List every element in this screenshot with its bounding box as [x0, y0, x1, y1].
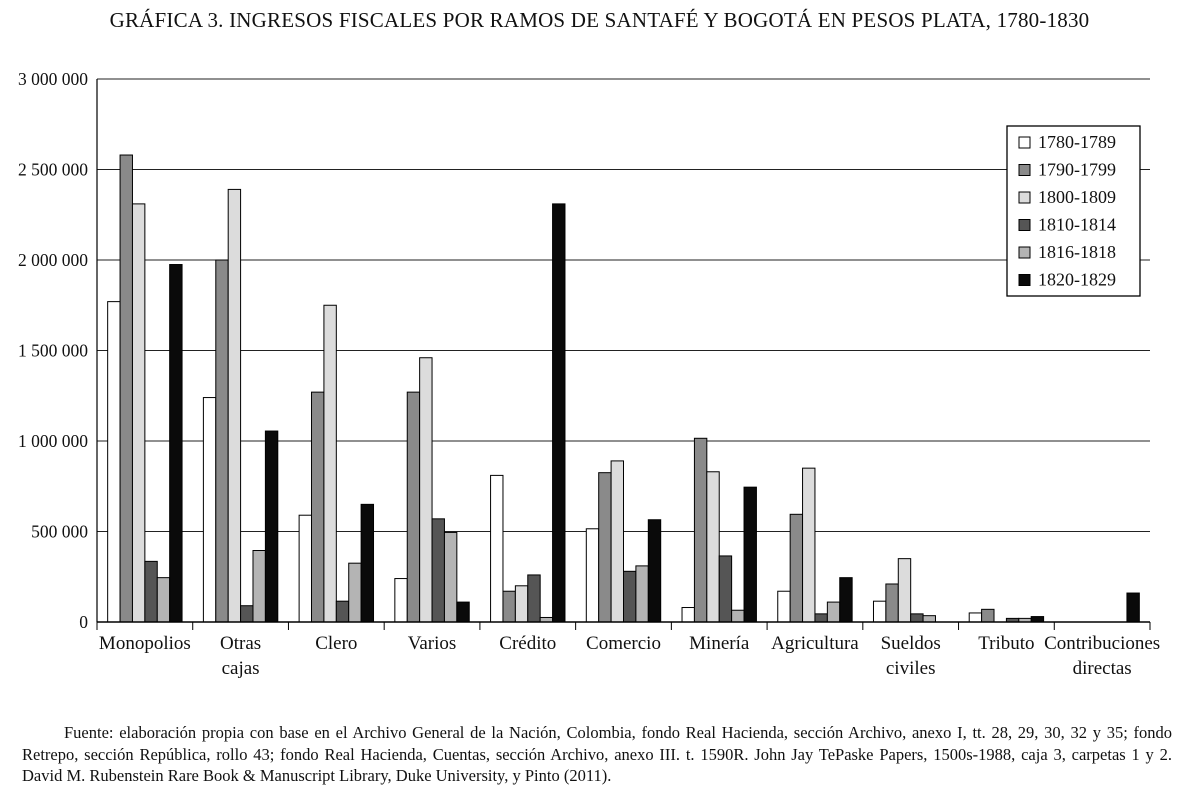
bar-1820-1829	[265, 431, 277, 622]
bars	[108, 155, 1140, 622]
legend-swatch	[1019, 165, 1030, 176]
category-label: Varios	[407, 633, 457, 654]
legend-label: 1790-1799	[1038, 159, 1116, 180]
bar-1790-1799	[216, 260, 228, 622]
bar-1820-1829	[1127, 593, 1139, 622]
y-tick-label: 500 000	[31, 521, 88, 542]
bar-1816-1818	[827, 602, 839, 622]
bar-1820-1829	[648, 520, 660, 622]
category-label: cajas	[221, 658, 260, 679]
y-tick-label: 0	[79, 612, 88, 632]
y-tick-label: 3 000 000	[18, 69, 88, 89]
category-label: Agricultura	[771, 633, 859, 654]
bar-1810-1814	[145, 561, 157, 622]
bar-1800-1809	[132, 204, 144, 622]
bar-1820-1829	[170, 265, 182, 622]
legend-label: 1800-1809	[1038, 187, 1116, 207]
bar-1810-1814	[815, 614, 827, 622]
bar-1780-1789	[395, 579, 407, 622]
source-note: Fuente: elaboración propia con base en el Archivo General de la Nación, Colombia, fondo Real Hacienda, sección Archivo, anexo I, tt. 28, 29, 30, 32 y 35; fondo Retrepo, sección República, rollo 43; fondo Real Hacienda, Cuentas, sección Archivo, anexo III. t. 1590R. John Jay TePaske Papers, 1500s-1988, caja 3, carpetas 1 y 2. David M. Rubenstein Rare Book & Manuscript Library, Duke University, y Pinto (2011).	[22, 723, 1172, 785]
bar-1780-1789	[778, 591, 790, 622]
category-label: Tributo	[978, 633, 1035, 654]
bar-1820-1829	[840, 578, 852, 622]
bar-1780-1789	[491, 475, 503, 622]
bar-1810-1814	[336, 601, 348, 622]
bar-1816-1818	[732, 610, 744, 622]
bar-1790-1799	[694, 438, 706, 622]
bar-1810-1814	[432, 519, 444, 622]
y-tick-label: 1 000 000	[18, 431, 88, 451]
bar-1810-1814	[241, 606, 253, 622]
chart-title: GRÁFICA 3. INGRESOS FISCALES POR RAMOS DE SANTAFÉ Y BOGOTÁ EN PESOS PLATA, 1780-1830	[109, 8, 1090, 32]
bar-1800-1809	[515, 586, 527, 622]
bar-1820-1829	[1031, 617, 1043, 622]
category-label: Comercio	[586, 633, 661, 654]
bar-1780-1789	[873, 601, 885, 622]
y-tick-label: 2 000 000	[18, 250, 88, 270]
legend-swatch	[1019, 275, 1030, 286]
bar-1780-1789	[203, 398, 215, 622]
bar-1816-1818	[923, 616, 935, 622]
bar-1790-1799	[503, 591, 515, 622]
bar-1790-1799	[312, 392, 324, 622]
category-label: directas	[1072, 658, 1132, 679]
y-tick-label: 1 500 000	[18, 340, 88, 361]
bar-1780-1789	[586, 529, 598, 622]
legend-swatch	[1019, 137, 1030, 148]
bar-1820-1829	[457, 602, 469, 622]
y-tick-label: 2 500 000	[18, 159, 88, 180]
bar-1800-1809	[803, 468, 815, 622]
bar-1816-1818	[636, 566, 648, 622]
bar-1790-1799	[407, 392, 419, 622]
legend-label: 1816-1818	[1038, 242, 1116, 262]
category-label: civiles	[885, 658, 936, 679]
legend-swatch	[1019, 247, 1030, 258]
legend-label: 1780-1789	[1038, 132, 1116, 152]
bar-1816-1818	[444, 532, 456, 622]
bar-1810-1814	[528, 575, 540, 622]
legend	[1007, 126, 1140, 296]
bar-1800-1809	[324, 305, 336, 622]
bar-1790-1799	[120, 155, 132, 622]
bar-1800-1809	[898, 559, 910, 622]
category-label: Monopolios	[98, 633, 191, 654]
category-label: Clero	[315, 633, 358, 654]
x-axis-labels	[99, 633, 1160, 679]
bar-1816-1818	[349, 563, 361, 622]
category-label: Crédito	[499, 633, 557, 654]
bar-1780-1789	[682, 608, 694, 622]
bar-1810-1814	[719, 556, 731, 622]
legend-swatch	[1019, 192, 1030, 203]
bar-1816-1818	[157, 578, 169, 622]
legend-label: 1820-1829	[1038, 269, 1116, 290]
bar-1790-1799	[886, 584, 898, 622]
bar-1780-1789	[299, 515, 311, 622]
y-axis-ticks	[18, 69, 88, 632]
bar-1800-1809	[420, 358, 432, 622]
category-label: Otras	[220, 633, 262, 654]
legend-label: 1810-1814	[1038, 214, 1116, 235]
bar-1820-1829	[361, 504, 373, 622]
bar-1780-1789	[969, 613, 981, 622]
category-label: Sueldos	[880, 633, 941, 654]
bar-1790-1799	[982, 609, 994, 622]
bar-1800-1809	[707, 472, 719, 622]
bar-1780-1789	[108, 302, 120, 622]
bar-1790-1799	[790, 514, 802, 622]
legend-swatch	[1019, 220, 1030, 231]
bar-1800-1809	[228, 189, 240, 622]
bar-1790-1799	[599, 473, 611, 622]
category-label: Contribuciones	[1044, 633, 1161, 654]
bar-1820-1829	[553, 204, 565, 622]
bar-1800-1809	[611, 461, 623, 622]
category-label: Minería	[689, 633, 750, 654]
bar-1816-1818	[253, 551, 265, 622]
bar-1820-1829	[744, 487, 756, 622]
bar-1810-1814	[911, 614, 923, 622]
bar-1810-1814	[624, 571, 636, 622]
